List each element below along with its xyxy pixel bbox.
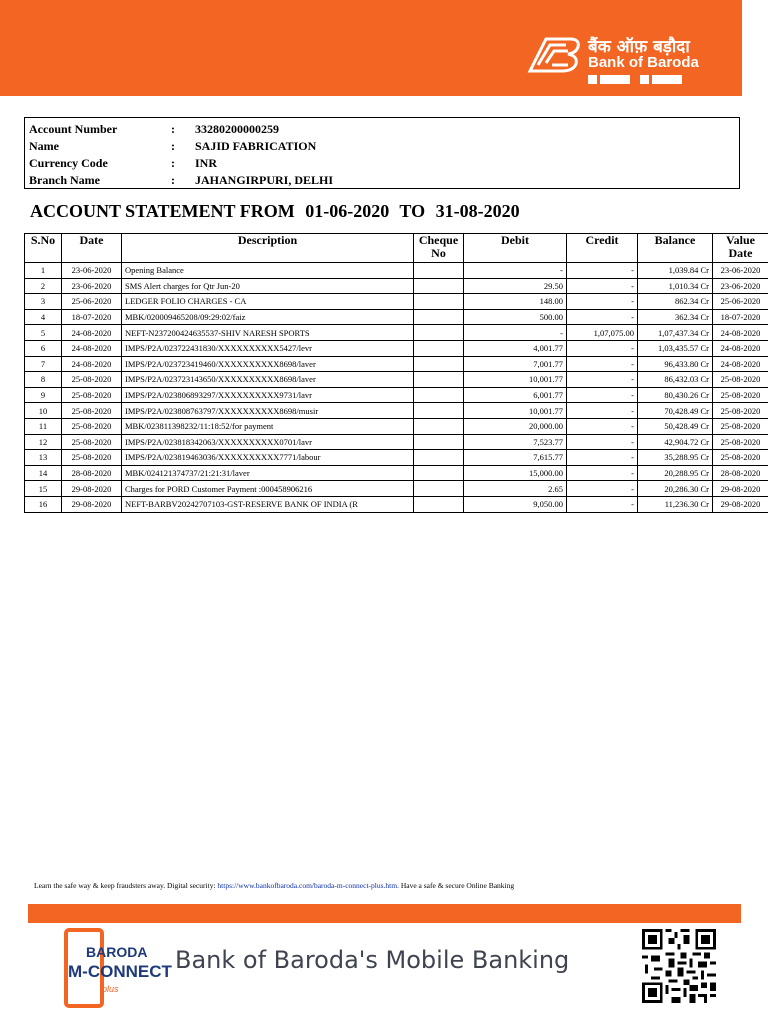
cell-debit: 7,001.77	[464, 356, 567, 372]
cell-cheque-no	[414, 418, 464, 434]
mconnect-line1: BARODA	[86, 944, 148, 960]
cell-date: 28-08-2020	[62, 465, 122, 481]
header-sno: S.No	[25, 234, 62, 263]
cell-value-date: 25-08-2020	[713, 418, 768, 434]
cell-cheque-no	[414, 372, 464, 388]
cell-value-date: 24-08-2020	[713, 340, 768, 356]
table-header	[25, 234, 768, 263]
table-header-row	[25, 234, 768, 263]
cell-value-date: 24-08-2020	[713, 356, 768, 372]
cell-balance: 35,288.95 Cr	[638, 450, 713, 466]
cell-date: 24-08-2020	[62, 325, 122, 341]
cell-cheque-no	[414, 294, 464, 310]
cell-value-date: 25-08-2020	[713, 434, 768, 450]
cell-sno: 10	[25, 403, 62, 419]
cell-balance: 50,428.49 Cr	[638, 418, 713, 434]
table-row	[25, 278, 768, 294]
cell-date: 24-08-2020	[62, 340, 122, 356]
cell-sno: 11	[25, 418, 62, 434]
cell-credit: -	[567, 340, 638, 356]
cell-description: MBK/023811398232/11:18:52/for payment	[122, 418, 414, 434]
table-row	[25, 263, 768, 279]
cell-description: NEFT-BARBV20242707103-GST-RESERVE BANK OF INDIA (R	[122, 496, 414, 512]
cell-description: SMS Alert charges for Qtr Jun-20	[122, 278, 414, 294]
security-link[interactable]: https://www.bankofbaroda.com/baroda-m-connect-plus.htm.	[217, 881, 399, 890]
cell-cheque-no	[414, 481, 464, 497]
cell-value-date: 23-06-2020	[713, 278, 768, 294]
cell-credit: -	[567, 465, 638, 481]
cell-balance: 862.34 Cr	[638, 294, 713, 310]
cell-sno: 3	[25, 294, 62, 310]
statement-title	[30, 201, 526, 222]
cell-value-date: 28-08-2020	[713, 465, 768, 481]
header-cheque-no: Cheque No	[414, 234, 464, 263]
header-value-date: Value Date	[713, 234, 768, 263]
account-info-box	[24, 117, 740, 189]
mconnect-line3: plus	[102, 984, 119, 994]
cell-cheque-no	[414, 403, 464, 419]
cell-debit: 148.00	[464, 294, 567, 310]
name-label: Name	[29, 139, 59, 153]
cell-credit: -	[567, 496, 638, 512]
cell-debit: -	[464, 263, 567, 279]
cell-description: IMPS/P2A/023819463036/XXXXXXXXXX7771/labour	[122, 450, 414, 466]
cell-description: IMPS/P2A/023818342063/XXXXXXXXXX0701/lavr	[122, 434, 414, 450]
security-note	[34, 881, 514, 890]
cell-debit: 7,523.77	[464, 434, 567, 450]
cell-credit: -	[567, 403, 638, 419]
cell-description: NEFT-N237200424635537-SHIV NARESH SPORTS	[122, 325, 414, 341]
cell-description: IMPS/P2A/023806893297/XXXXXXXXXX9731/lavr	[122, 387, 414, 403]
cell-value-date: 29-08-2020	[713, 481, 768, 497]
cell-balance: 1,03,435.57 Cr	[638, 340, 713, 356]
cell-balance: 96,433.80 Cr	[638, 356, 713, 372]
cell-balance: 42,904.72 Cr	[638, 434, 713, 450]
table-row	[25, 294, 768, 310]
cell-date: 25-06-2020	[62, 294, 122, 310]
cell-date: 25-08-2020	[62, 450, 122, 466]
cell-value-date: 25-08-2020	[713, 372, 768, 388]
cell-date: 29-08-2020	[62, 496, 122, 512]
cell-sno: 16	[25, 496, 62, 512]
cell-value-date: 23-06-2020	[713, 263, 768, 279]
cell-debit: 29.50	[464, 278, 567, 294]
cell-debit: -	[464, 325, 567, 341]
table-row	[25, 356, 768, 372]
cell-cheque-no	[414, 325, 464, 341]
table-row	[25, 387, 768, 403]
branch-label: Branch Name	[29, 173, 100, 187]
bank-tagline-badges	[588, 75, 698, 84]
cell-credit: -	[567, 309, 638, 325]
currency-label: Currency Code	[29, 156, 108, 170]
cell-debit: 500.00	[464, 309, 567, 325]
cell-sno: 8	[25, 372, 62, 388]
cell-date: 25-08-2020	[62, 403, 122, 419]
cell-cheque-no	[414, 465, 464, 481]
cell-description: IMPS/P2A/023723419460/XXXXXXXXXX8698/laver	[122, 356, 414, 372]
cell-cheque-no	[414, 309, 464, 325]
cell-debit: 2.65	[464, 481, 567, 497]
cell-description: IMPS/P2A/023808763797/XXXXXXXXXX8698/musir	[122, 403, 414, 419]
statement-to-word: TO	[399, 201, 426, 221]
cell-balance: 362.34 Cr	[638, 309, 713, 325]
table-body	[25, 263, 768, 513]
separator: :	[171, 122, 175, 136]
cell-date: 23-06-2020	[62, 278, 122, 294]
cell-cheque-no	[414, 278, 464, 294]
cell-debit: 7,615.77	[464, 450, 567, 466]
statement-to-date: 31-08-2020	[435, 201, 520, 221]
header-description: Description	[122, 234, 414, 263]
cell-sno: 14	[25, 465, 62, 481]
cell-debit: 15,000.00	[464, 465, 567, 481]
cell-sno: 2	[25, 278, 62, 294]
header-balance: Balance	[638, 234, 713, 263]
cell-date: 29-08-2020	[62, 481, 122, 497]
cell-balance: 70,428.49 Cr	[638, 403, 713, 419]
cell-description: LEDGER FOLIO CHARGES - CA	[122, 294, 414, 310]
cell-value-date: 25-08-2020	[713, 387, 768, 403]
cell-sno: 7	[25, 356, 62, 372]
table-row	[25, 372, 768, 388]
cell-date: 25-08-2020	[62, 418, 122, 434]
table-row	[25, 434, 768, 450]
cell-date: 25-08-2020	[62, 372, 122, 388]
mconnect-line2: M-CONNECT	[68, 962, 172, 981]
cell-cheque-no	[414, 496, 464, 512]
header-credit: Credit	[567, 234, 638, 263]
cell-description: Opening Balance	[122, 263, 414, 279]
bank-name-english: Bank of Baroda	[588, 54, 699, 71]
cell-description: IMPS/P2A/023723143650/XXXXXXXXXX8698/laver	[122, 372, 414, 388]
cell-sno: 9	[25, 387, 62, 403]
cell-credit: 1,07,075.00	[567, 325, 638, 341]
table-row	[25, 340, 768, 356]
cell-credit: -	[567, 434, 638, 450]
cell-cheque-no	[414, 340, 464, 356]
qr-code-icon	[642, 929, 716, 1003]
cell-balance: 20,286.30 Cr	[638, 481, 713, 497]
cell-debit: 20,000.00	[464, 418, 567, 434]
cell-description: Charges for PORD Customer Payment :000458906216	[122, 481, 414, 497]
cell-credit: -	[567, 263, 638, 279]
cell-balance: 1,07,437.34 Cr	[638, 325, 713, 341]
cell-date: 25-08-2020	[62, 387, 122, 403]
separator: :	[171, 139, 175, 153]
table-row	[25, 325, 768, 341]
cell-value-date: 25-06-2020	[713, 294, 768, 310]
table-row	[25, 309, 768, 325]
cell-sno: 1	[25, 263, 62, 279]
cell-date: 24-08-2020	[62, 356, 122, 372]
cell-cheque-no	[414, 263, 464, 279]
cell-credit: -	[567, 294, 638, 310]
table-row	[25, 481, 768, 497]
cell-description: IMPS/P2A/023722431830/XXXXXXXXXX5427/levr	[122, 340, 414, 356]
cell-value-date: 25-08-2020	[713, 450, 768, 466]
cell-debit: 6,001.77	[464, 387, 567, 403]
table-row	[25, 450, 768, 466]
cell-value-date: 25-08-2020	[713, 403, 768, 419]
cell-balance: 80,430.26 Cr	[638, 387, 713, 403]
cell-date: 18-07-2020	[62, 309, 122, 325]
cell-credit: -	[567, 481, 638, 497]
cell-credit: -	[567, 278, 638, 294]
cell-sno: 15	[25, 481, 62, 497]
bank-of-baroda-logo-icon	[524, 33, 584, 77]
cell-balance: 11,236.30 Cr	[638, 496, 713, 512]
cell-balance: 1,010.34 Cr	[638, 278, 713, 294]
cell-cheque-no	[414, 450, 464, 466]
table-row	[25, 465, 768, 481]
transactions-table	[24, 233, 768, 513]
cell-credit: -	[567, 387, 638, 403]
cell-cheque-no	[414, 356, 464, 372]
cell-date: 23-06-2020	[62, 263, 122, 279]
account-number-label: Account Number	[29, 122, 118, 136]
cell-credit: -	[567, 356, 638, 372]
header-date: Date	[62, 234, 122, 263]
cell-sno: 6	[25, 340, 62, 356]
cell-sno: 4	[25, 309, 62, 325]
cell-debit: 10,001.77	[464, 403, 567, 419]
bank-name-hindi: बैंक ऑफ़ बड़ौदा	[588, 37, 690, 57]
mconnect-logo	[64, 928, 172, 1010]
cell-sno: 5	[25, 325, 62, 341]
cell-date: 25-08-2020	[62, 434, 122, 450]
cell-credit: -	[567, 418, 638, 434]
cell-value-date: 18-07-2020	[713, 309, 768, 325]
separator: :	[171, 156, 175, 170]
table-row	[25, 496, 768, 512]
table-row	[25, 418, 768, 434]
statement-from-date: 01-06-2020	[305, 201, 390, 221]
cell-description: MBK/024121374737/21:21:31/laver	[122, 465, 414, 481]
security-note-text: Learn the safe way & keep fraudsters away. Digital security:	[34, 881, 216, 890]
name-value: SAJID FABRICATION	[195, 139, 317, 153]
cell-credit: -	[567, 372, 638, 388]
account-number-value: 33280200000259	[195, 122, 279, 136]
branch-value: JAHANGIRPURI, DELHI	[195, 173, 334, 187]
statement-title-prefix: ACCOUNT STATEMENT FROM	[30, 201, 295, 221]
cell-debit: 4,001.77	[464, 340, 567, 356]
cell-cheque-no	[414, 387, 464, 403]
cell-value-date: 29-08-2020	[713, 496, 768, 512]
cell-debit: 9,050.00	[464, 496, 567, 512]
cell-cheque-no	[414, 434, 464, 450]
mobile-banking-promo: Bank of Baroda's Mobile Banking	[175, 946, 570, 974]
cell-sno: 12	[25, 434, 62, 450]
separator: :	[171, 173, 175, 187]
cell-description: MBK/020009465208/09:29:02/faiz	[122, 309, 414, 325]
cell-sno: 13	[25, 450, 62, 466]
cell-balance: 86,432.03 Cr	[638, 372, 713, 388]
security-note-suffix: Have a safe & secure Online Banking	[400, 881, 515, 890]
cell-balance: 20,288.95 Cr	[638, 465, 713, 481]
cell-debit: 10,001.77	[464, 372, 567, 388]
cell-value-date: 24-08-2020	[713, 325, 768, 341]
bank-logo	[524, 33, 724, 93]
cell-balance: 1,039.84 Cr	[638, 263, 713, 279]
cell-credit: -	[567, 450, 638, 466]
header-debit: Debit	[464, 234, 567, 263]
table-row	[25, 403, 768, 419]
header-banner	[0, 0, 742, 96]
footer-banner	[28, 904, 741, 923]
currency-value: INR	[195, 156, 218, 170]
